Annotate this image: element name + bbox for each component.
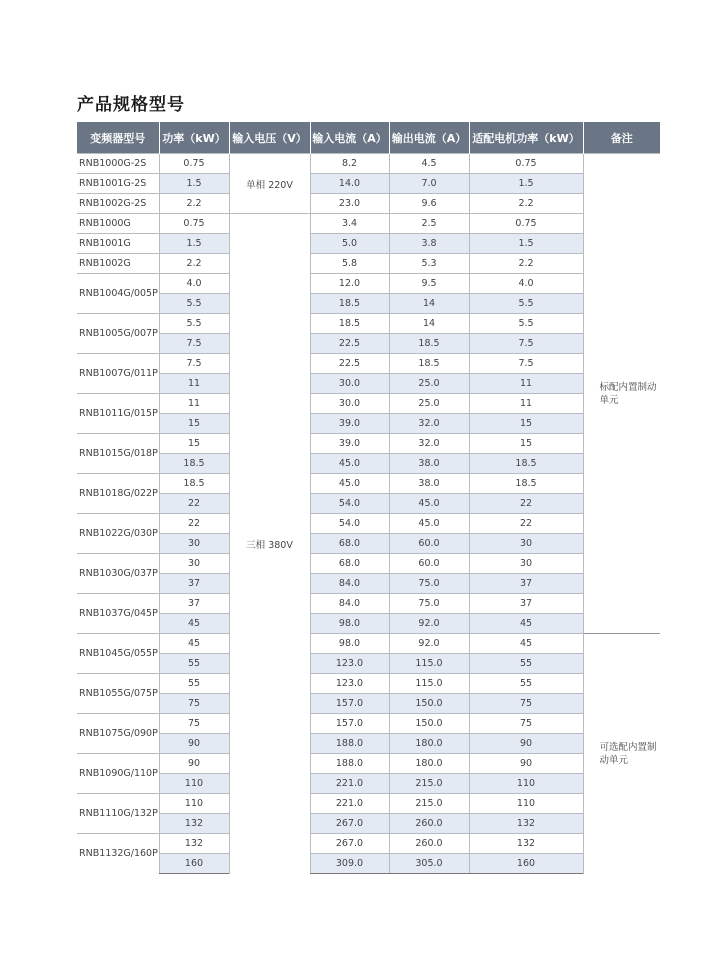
table-row <box>77 294 660 314</box>
cell-power: 1.5 <box>159 174 229 194</box>
cell-model: RNB1045G/055P <box>77 634 159 674</box>
table-row <box>77 634 660 654</box>
table-row <box>77 254 660 274</box>
cell-output-current: 260.0 <box>389 834 469 854</box>
cell-power: 55 <box>159 674 229 694</box>
cell-motor-power: 2.2 <box>469 254 583 274</box>
cell-motor-power: 0.75 <box>469 214 583 234</box>
table-row <box>77 474 660 494</box>
cell-power: 4.0 <box>159 274 229 294</box>
table-row <box>77 814 660 834</box>
cell-input-current: 157.0 <box>310 714 389 734</box>
cell-motor-power: 5.5 <box>469 294 583 314</box>
cell-output-current: 2.5 <box>389 214 469 234</box>
cell-power: 132 <box>159 834 229 854</box>
header-motor-power: 适配电机功率（kW） <box>469 122 583 154</box>
table-row <box>77 154 660 174</box>
table-row <box>77 554 660 574</box>
cell-motor-power: 132 <box>469 814 583 834</box>
cell-model: RNB1001G-2S <box>77 174 159 194</box>
cell-power: 110 <box>159 794 229 814</box>
cell-input-current: 54.0 <box>310 514 389 534</box>
cell-motor-power: 30 <box>469 554 583 574</box>
cell-motor-power: 110 <box>469 774 583 794</box>
cell-output-current: 115.0 <box>389 674 469 694</box>
cell-input-current: 309.0 <box>310 854 389 874</box>
cell-input-current: 18.5 <box>310 314 389 334</box>
cell-motor-power: 7.5 <box>469 334 583 354</box>
cell-power: 2.2 <box>159 194 229 214</box>
header-input-current: 输入电流（A） <box>310 122 389 154</box>
cell-motor-power: 1.5 <box>469 234 583 254</box>
table-row <box>77 334 660 354</box>
cell-power: 2.2 <box>159 254 229 274</box>
cell-motor-power: 30 <box>469 534 583 554</box>
cell-power: 90 <box>159 754 229 774</box>
cell-motor-power: 55 <box>469 654 583 674</box>
cell-motor-power: 15 <box>469 434 583 454</box>
cell-model: RNB1000G-2S <box>77 154 159 174</box>
cell-power: 22 <box>159 494 229 514</box>
cell-motor-power: 18.5 <box>469 474 583 494</box>
cell-model: RNB1007G/011P <box>77 354 159 394</box>
table-row <box>77 274 660 294</box>
cell-voltage: 单相 220V <box>229 154 310 214</box>
cell-power: 37 <box>159 574 229 594</box>
cell-input-current: 18.5 <box>310 294 389 314</box>
table-row <box>77 434 660 454</box>
cell-motor-power: 75 <box>469 714 583 734</box>
cell-power: 18.5 <box>159 474 229 494</box>
cell-power: 55 <box>159 654 229 674</box>
cell-output-current: 305.0 <box>389 854 469 874</box>
cell-output-current: 3.8 <box>389 234 469 254</box>
cell-motor-power: 22 <box>469 514 583 534</box>
table-row <box>77 354 660 374</box>
cell-power: 7.5 <box>159 334 229 354</box>
cell-input-current: 123.0 <box>310 674 389 694</box>
cell-input-current: 45.0 <box>310 454 389 474</box>
cell-input-current: 54.0 <box>310 494 389 514</box>
cell-output-current: 14 <box>389 294 469 314</box>
cell-motor-power: 11 <box>469 394 583 414</box>
cell-motor-power: 11 <box>469 374 583 394</box>
cell-model: RNB1022G/030P <box>77 514 159 554</box>
cell-output-current: 14 <box>389 314 469 334</box>
table-row <box>77 834 660 854</box>
cell-output-current: 115.0 <box>389 654 469 674</box>
cell-output-current: 45.0 <box>389 494 469 514</box>
table-row <box>77 594 660 614</box>
header-power: 功率（kW） <box>159 122 229 154</box>
table-row <box>77 514 660 534</box>
cell-motor-power: 45 <box>469 614 583 634</box>
cell-power: 132 <box>159 814 229 834</box>
cell-output-current: 60.0 <box>389 554 469 574</box>
cell-output-current: 18.5 <box>389 354 469 374</box>
cell-input-current: 30.0 <box>310 374 389 394</box>
table-body <box>77 154 660 874</box>
cell-power: 15 <box>159 434 229 454</box>
cell-input-current: 68.0 <box>310 534 389 554</box>
cell-model: RNB1002G-2S <box>77 194 159 214</box>
cell-input-current: 267.0 <box>310 814 389 834</box>
table-row <box>77 534 660 554</box>
cell-model: RNB1110G/132P <box>77 794 159 834</box>
page-title: 产品规格型号 <box>77 95 185 115</box>
cell-output-current: 150.0 <box>389 714 469 734</box>
cell-power: 30 <box>159 534 229 554</box>
cell-output-current: 180.0 <box>389 734 469 754</box>
cell-power: 1.5 <box>159 234 229 254</box>
table-row <box>77 314 660 334</box>
cell-power: 110 <box>159 774 229 794</box>
cell-input-current: 14.0 <box>310 174 389 194</box>
cell-power: 75 <box>159 714 229 734</box>
cell-output-current: 75.0 <box>389 574 469 594</box>
table-row <box>77 714 660 734</box>
cell-power: 75 <box>159 694 229 714</box>
cell-output-current: 32.0 <box>389 414 469 434</box>
cell-motor-power: 18.5 <box>469 454 583 474</box>
cell-input-current: 30.0 <box>310 394 389 414</box>
cell-motor-power: 5.5 <box>469 314 583 334</box>
remark-text: 可选配内置制动单元 <box>599 741 657 766</box>
cell-power: 0.75 <box>159 154 229 174</box>
cell-output-current: 215.0 <box>389 774 469 794</box>
cell-input-current: 98.0 <box>310 634 389 654</box>
cell-motor-power: 160 <box>469 854 583 874</box>
cell-output-current: 25.0 <box>389 394 469 414</box>
cell-power: 15 <box>159 414 229 434</box>
cell-motor-power: 0.75 <box>469 154 583 174</box>
cell-power: 22 <box>159 514 229 534</box>
cell-output-current: 92.0 <box>389 634 469 654</box>
table-row <box>77 374 660 394</box>
cell-model: RNB1011G/015P <box>77 394 159 434</box>
cell-model: RNB1075G/090P <box>77 714 159 754</box>
cell-output-current: 9.6 <box>389 194 469 214</box>
cell-power: 0.75 <box>159 214 229 234</box>
cell-model: RNB1002G <box>77 254 159 274</box>
cell-input-current: 123.0 <box>310 654 389 674</box>
header-input-voltage: 输入电压（V） <box>229 122 310 154</box>
table-row <box>77 394 660 414</box>
cell-input-current: 84.0 <box>310 574 389 594</box>
table-row <box>77 214 660 234</box>
cell-model: RNB1015G/018P <box>77 434 159 474</box>
cell-output-current: 18.5 <box>389 334 469 354</box>
cell-motor-power: 2.2 <box>469 194 583 214</box>
cell-output-current: 4.5 <box>389 154 469 174</box>
cell-model: RNB1030G/037P <box>77 554 159 594</box>
cell-input-current: 12.0 <box>310 274 389 294</box>
cell-voltage: 三相 380V <box>229 214 310 874</box>
cell-input-current: 22.5 <box>310 354 389 374</box>
table-row <box>77 174 660 194</box>
cell-power: 7.5 <box>159 354 229 374</box>
table-row <box>77 494 660 514</box>
cell-model: RNB1055G/075P <box>77 674 159 714</box>
cell-output-current: 180.0 <box>389 754 469 774</box>
table-row <box>77 614 660 634</box>
cell-motor-power: 55 <box>469 674 583 694</box>
table-row <box>77 654 660 674</box>
cell-remark <box>583 154 660 634</box>
cell-motor-power: 1.5 <box>469 174 583 194</box>
cell-motor-power: 22 <box>469 494 583 514</box>
cell-output-current: 32.0 <box>389 434 469 454</box>
table-row <box>77 754 660 774</box>
cell-input-current: 22.5 <box>310 334 389 354</box>
cell-motor-power: 45 <box>469 634 583 654</box>
spec-table <box>77 122 660 874</box>
cell-input-current: 8.2 <box>310 154 389 174</box>
remark-text: 标配内置制动单元 <box>599 381 657 406</box>
cell-motor-power: 15 <box>469 414 583 434</box>
cell-model: RNB1018G/022P <box>77 474 159 514</box>
header-remarks: 备注 <box>583 122 660 154</box>
cell-input-current: 267.0 <box>310 834 389 854</box>
cell-output-current: 9.5 <box>389 274 469 294</box>
cell-input-current: 98.0 <box>310 614 389 634</box>
cell-output-current: 25.0 <box>389 374 469 394</box>
cell-input-current: 188.0 <box>310 754 389 774</box>
cell-output-current: 45.0 <box>389 514 469 534</box>
table-row <box>77 854 660 874</box>
cell-power: 18.5 <box>159 454 229 474</box>
cell-model: RNB1001G <box>77 234 159 254</box>
cell-output-current: 92.0 <box>389 614 469 634</box>
cell-input-current: 39.0 <box>310 434 389 454</box>
cell-input-current: 3.4 <box>310 214 389 234</box>
cell-output-current: 38.0 <box>389 474 469 494</box>
cell-output-current: 60.0 <box>389 534 469 554</box>
cell-power: 45 <box>159 614 229 634</box>
cell-output-current: 38.0 <box>389 454 469 474</box>
cell-input-current: 84.0 <box>310 594 389 614</box>
cell-input-current: 157.0 <box>310 694 389 714</box>
cell-power: 5.5 <box>159 314 229 334</box>
cell-model: RNB1004G/005P <box>77 274 159 314</box>
cell-input-current: 221.0 <box>310 774 389 794</box>
cell-output-current: 7.0 <box>389 174 469 194</box>
cell-output-current: 260.0 <box>389 814 469 834</box>
cell-power: 45 <box>159 634 229 654</box>
cell-input-current: 23.0 <box>310 194 389 214</box>
cell-input-current: 68.0 <box>310 554 389 574</box>
cell-input-current: 221.0 <box>310 794 389 814</box>
cell-input-current: 5.0 <box>310 234 389 254</box>
table-row <box>77 674 660 694</box>
cell-output-current: 75.0 <box>389 594 469 614</box>
cell-motor-power: 90 <box>469 754 583 774</box>
cell-motor-power: 7.5 <box>469 354 583 374</box>
cell-motor-power: 37 <box>469 594 583 614</box>
table-row <box>77 454 660 474</box>
cell-motor-power: 75 <box>469 694 583 714</box>
cell-model: RNB1037G/045P <box>77 594 159 634</box>
cell-model: RNB1005G/007P <box>77 314 159 354</box>
cell-input-current: 188.0 <box>310 734 389 754</box>
table-row <box>77 694 660 714</box>
cell-output-current: 5.3 <box>389 254 469 274</box>
table-row <box>77 194 660 214</box>
table-row <box>77 574 660 594</box>
cell-remark <box>583 634 660 874</box>
table-header-row <box>77 122 660 154</box>
cell-power: 160 <box>159 854 229 874</box>
cell-input-current: 45.0 <box>310 474 389 494</box>
cell-output-current: 150.0 <box>389 694 469 714</box>
table-row <box>77 734 660 754</box>
cell-input-current: 39.0 <box>310 414 389 434</box>
cell-power: 90 <box>159 734 229 754</box>
cell-power: 37 <box>159 594 229 614</box>
cell-motor-power: 90 <box>469 734 583 754</box>
cell-output-current: 215.0 <box>389 794 469 814</box>
header-model: 变频器型号 <box>77 122 159 154</box>
table-row <box>77 414 660 434</box>
cell-model: RNB1132G/160P <box>77 834 159 874</box>
cell-model: RNB1090G/110P <box>77 754 159 794</box>
cell-model: RNB1000G <box>77 214 159 234</box>
header-output-current: 输出电流（A） <box>389 122 469 154</box>
cell-motor-power: 110 <box>469 794 583 814</box>
cell-motor-power: 37 <box>469 574 583 594</box>
table-row <box>77 234 660 254</box>
cell-power: 5.5 <box>159 294 229 314</box>
cell-motor-power: 4.0 <box>469 274 583 294</box>
cell-power: 11 <box>159 394 229 414</box>
cell-power: 11 <box>159 374 229 394</box>
cell-motor-power: 132 <box>469 834 583 854</box>
cell-power: 30 <box>159 554 229 574</box>
table-row <box>77 774 660 794</box>
cell-input-current: 5.8 <box>310 254 389 274</box>
table-row <box>77 794 660 814</box>
